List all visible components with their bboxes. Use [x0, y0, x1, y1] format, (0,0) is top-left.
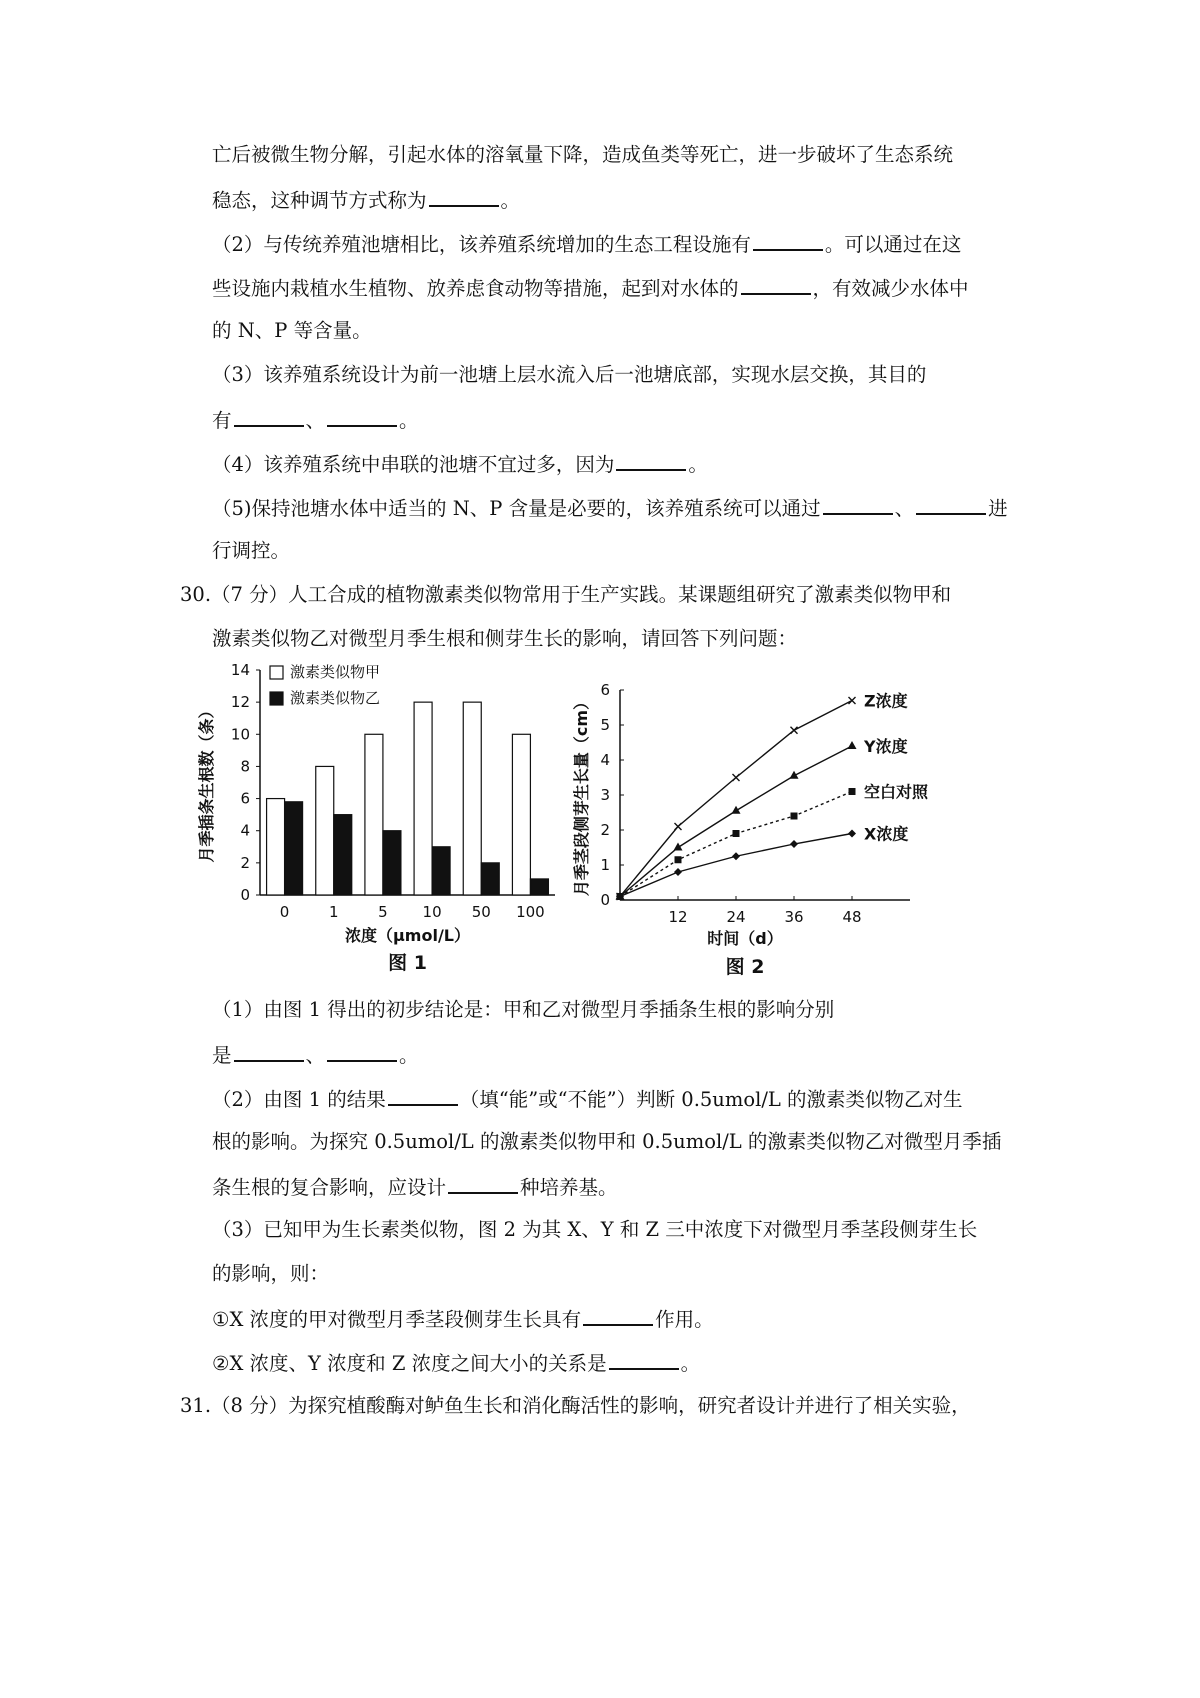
text: 。 [399, 409, 419, 432]
figure-2-line-chart [572, 670, 975, 985]
answer-blank[interactable] [609, 1350, 679, 1370]
text: 的影响，则： [212, 1262, 330, 1285]
text: （3）已知甲为生长素类似物，图 2 为其 X、Y 和 Z 三中浓度下对微型月季茎段侧芽生长 [212, 1218, 978, 1241]
bar [481, 863, 499, 895]
series-line [620, 746, 852, 897]
answer-blank[interactable] [327, 1042, 397, 1062]
text: 是 [212, 1044, 232, 1067]
legend-label: 激素类似物甲 [290, 663, 381, 681]
text: 的 N、P 等含量。 [212, 319, 372, 342]
text-line [212, 1350, 700, 1376]
answer-blank[interactable] [429, 187, 499, 207]
text: 些设施内栽植水生植物、放养虑食动物等措施，起到对水体的 [212, 277, 739, 300]
y-tick-label: 3 [600, 786, 610, 804]
text: 有 [212, 409, 232, 432]
data-point [733, 774, 740, 781]
text: 。 [500, 189, 521, 212]
answer-blank[interactable] [234, 407, 304, 427]
text: 、 [305, 1044, 326, 1067]
text-line [212, 1306, 714, 1332]
figure-caption: 图 1 [388, 952, 427, 974]
answer-blank[interactable] [916, 495, 986, 515]
y-tick-label: 6 [600, 681, 610, 699]
data-point [791, 813, 798, 820]
text: （1）由图 1 得出的初步结论是：甲和乙对微型月季插条生根的影响分别 [212, 998, 835, 1021]
text-line [212, 627, 797, 651]
text: （3）该养殖系统设计为前一池塘上层水流入后一池塘底部，实现水层交换，其目的 [212, 363, 927, 386]
text: （2）与传统养殖池塘相比，该养殖系统增加的生态工程设施有 [212, 233, 751, 256]
text: 进 [988, 497, 1008, 520]
text: 亡后被微生物分解，引起水体的溶氧量下降，造成鱼类等死亡，进一步破坏了生态系统 [212, 143, 954, 166]
y-tick-label: 2 [600, 821, 610, 839]
x-tick-label: 100 [516, 903, 545, 921]
data-point [732, 806, 741, 814]
answer-blank[interactable] [234, 1042, 304, 1062]
bar [285, 802, 303, 895]
text: （2）由图 1 的结果 [212, 1088, 386, 1111]
x-axis-title: 浓度（μmol/L） [345, 926, 470, 945]
text: 30.（7 分）人工合成的植物激素类似物常用于生产实践。某课题组研究了激素类似物甲和 [180, 583, 952, 606]
text-line [212, 495, 1008, 521]
text: 。 [680, 1352, 701, 1375]
text: 。可以通过在这 [824, 233, 962, 256]
figure-caption: 图 2 [725, 956, 765, 978]
y-tick-label: 6 [240, 789, 250, 808]
legend-swatch [270, 692, 283, 705]
text: ②X 浓度、Y 浓度和 Z 浓度之间大小的关系是 [212, 1352, 607, 1375]
y-tick-label: 0 [240, 886, 250, 904]
data-point [675, 823, 682, 830]
y-tick-label: 1 [600, 856, 610, 874]
text: 、 [305, 409, 326, 432]
text: 种培养基。 [520, 1176, 618, 1199]
bar [530, 879, 548, 895]
y-tick-label: 4 [600, 751, 610, 769]
text-line [212, 1086, 963, 1112]
data-point [674, 868, 682, 876]
y-tick-label: 0 [600, 891, 610, 909]
series-label: 空白对照 [864, 782, 929, 802]
text-line [212, 363, 926, 387]
data-point [790, 840, 798, 848]
x-tick-label: 5 [378, 903, 388, 921]
text: 激素类似物乙对微型月季生根和侧芽生长的影响，请回答下列问题： [212, 627, 798, 650]
x-tick-label: 1 [328, 903, 339, 921]
legend-swatch [270, 666, 283, 679]
text: 、 [894, 497, 915, 520]
series-label: Z浓度 [864, 691, 908, 711]
y-tick-label: 10 [230, 725, 250, 744]
x-tick-label: 10 [422, 903, 442, 921]
x-axis-title: 时间（d） [707, 929, 783, 948]
data-point [733, 830, 740, 837]
text-line [212, 143, 953, 167]
y-tick-label: 14 [230, 661, 250, 679]
legend-label: 激素类似物乙 [290, 689, 381, 707]
answer-blank[interactable] [823, 495, 893, 515]
x-tick-label: 36 [784, 908, 804, 926]
text: 稳态，这种调节方式称为 [212, 189, 427, 212]
y-tick-label: 8 [240, 757, 250, 776]
data-point [732, 852, 740, 860]
answer-blank[interactable] [583, 1306, 653, 1326]
series-label: Y浓度 [864, 737, 908, 756]
text-line [212, 451, 708, 477]
figure-1-bar-chart [197, 655, 580, 985]
data-point [791, 727, 798, 734]
series-line [620, 834, 852, 897]
text-line [212, 187, 520, 213]
answer-blank[interactable] [327, 407, 397, 427]
series-label: X浓度 [864, 824, 909, 844]
answer-blank[interactable] [448, 1174, 518, 1194]
data-point [848, 830, 856, 838]
y-tick-label: 2 [240, 853, 250, 872]
text: ①X 浓度的甲对微型月季茎段侧芽生长具有 [212, 1308, 582, 1331]
y-tick-label: 5 [600, 716, 610, 734]
text: 。 [399, 1044, 419, 1067]
text: 。 [688, 453, 708, 476]
text: 根的影响。为探究 0.5umol/L 的激素类似物甲和 0.5umol/L 的激素类似物乙对微型月季插 [212, 1130, 1002, 1153]
bar [512, 734, 530, 895]
x-tick-label: 24 [726, 908, 746, 926]
text-line [212, 1130, 1001, 1154]
question-31-header [180, 1394, 971, 1418]
y-tick-label: 4 [240, 821, 250, 840]
answer-blank[interactable] [741, 275, 811, 295]
text: 31.（8 分）为探究植酸酶对鲈鱼生长和消化酶活性的影响，研究者设计并进行了相关实验， [180, 1394, 971, 1417]
data-point [675, 856, 682, 863]
bar [383, 831, 401, 895]
text: 行调控。 [212, 539, 291, 562]
text-line [212, 1262, 329, 1286]
text-line [212, 1174, 618, 1200]
data-point [849, 788, 856, 795]
answer-blank[interactable] [753, 231, 823, 251]
y-axis-title: 月季插条生根数（条） [197, 702, 216, 863]
data-point [848, 741, 857, 749]
text: （填“能”或“不能”）判断 0.5umol/L 的激素类似物乙对生 [459, 1088, 963, 1111]
text-line [212, 998, 834, 1022]
text-line [212, 231, 961, 257]
text-line [212, 407, 419, 433]
y-axis-title: 月季茎段侧芽生长量（cm） [572, 693, 591, 897]
text-line [212, 319, 372, 343]
text-line [212, 1218, 977, 1242]
bar [267, 799, 285, 895]
bar [316, 766, 334, 895]
question-30-header [180, 583, 951, 607]
bar [334, 815, 352, 895]
data-point [674, 843, 683, 851]
answer-blank[interactable] [388, 1086, 458, 1106]
text: 条生根的复合影响，应设计 [212, 1176, 447, 1199]
text: ，有效减少水体中 [812, 277, 969, 300]
data-point [849, 697, 856, 704]
answer-blank[interactable] [616, 451, 686, 471]
text: （4）该养殖系统中串联的池塘不宜过多，因为 [212, 453, 615, 476]
text-line [212, 275, 969, 301]
text-line [212, 539, 290, 563]
bar [414, 702, 432, 895]
text: （5)保持池塘水体中适当的 N、P 含量是必要的，该养殖系统可以通过 [212, 497, 821, 520]
text-line [212, 1042, 419, 1068]
x-tick-label: 50 [471, 903, 491, 921]
bar [365, 734, 383, 895]
x-tick-label: 0 [279, 903, 290, 921]
x-tick-label: 12 [668, 908, 688, 926]
x-tick-label: 48 [842, 908, 862, 926]
bar [432, 847, 450, 895]
y-tick-label: 12 [230, 693, 250, 712]
text: 作用。 [655, 1308, 714, 1331]
bar [463, 702, 481, 895]
